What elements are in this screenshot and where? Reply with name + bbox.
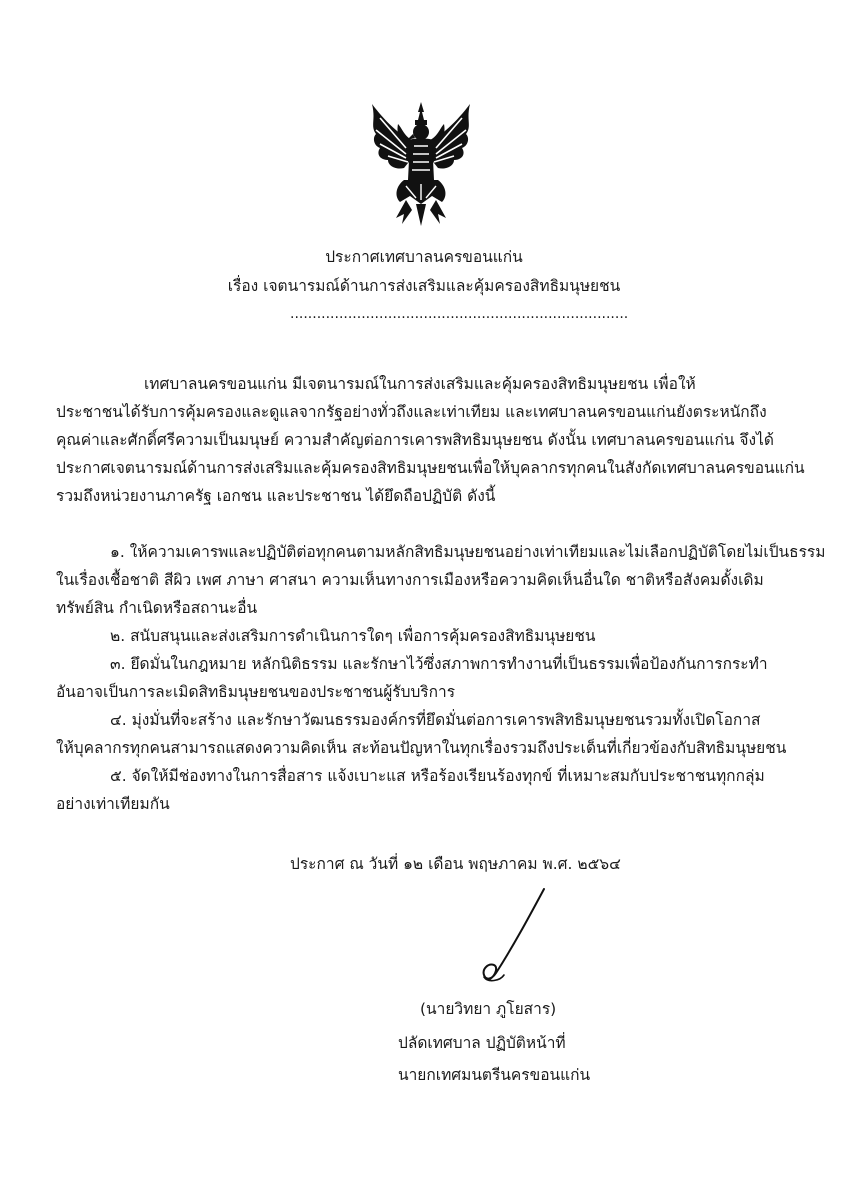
intro-line: รวมถึงหน่วยงานภาครัฐ เอกชน และประชาชน ได้ยึดถือปฏิบัติ ดังนี้ [56,487,496,505]
announcement-subject: เรื่อง เจตนารมณ์ด้านการส่งเสริมและคุ้มครองสิทธิมนุษยชน [227,277,621,295]
signer-name: (นายวิทยา ภูโยสาร) [420,1000,557,1018]
intro-line: ประกาศเจตนารมณ์ด้านการส่งเสริมและคุ้มครองสิทธิมนุษยชนเพื่อให้บุคลากรทุกคนในสังกัดเทศบาลนครขอนแก่น [56,459,805,477]
handwritten-signature [470,885,560,985]
item-5-line: อย่างเท่าเทียมกัน [56,795,170,813]
garuda-emblem-icon [366,100,476,228]
item-1-line: ทรัพย์สิน กำเนิดหรือสถานะอื่น [56,599,258,617]
item-4-line: ให้บุคลากรทุกคนสามารถแสดงความคิดเห็น สะท้อนปัญหาในทุกเรื่องรวมถึงประเด็นที่เกี่ยวข้องกับสิทธิมนุษยชน [56,739,787,757]
intro-line: เทศบาลนครขอนแก่น มีเจตนารมณ์ในการส่งเสริมและคุ้มครองสิทธิมนุษยชน เพื่อให้ [144,375,696,393]
intro-line: คุณค่าและศักดิ์ศรีความเป็นมนุษย์ ความสำคัญต่อการเคารพสิทธิมนุษยชน ดังนั้น เทศบาลนครขอนแก่น จึงได้ [56,431,774,449]
announcement-date: ประกาศ ณ วันที่ ๑๒ เดือน พฤษภาคม พ.ศ. ๒๕๖๔ [290,855,621,873]
item-1-line: ในเรื่องเชื้อชาติ สีผิว เพศ ภาษา ศาสนา ความเห็นทางการเมืองหรือความคิดเห็นอื่นใด ชาติหรือสังคมดั้งเดิม [56,571,764,589]
signer-position: ปลัดเทศบาล ปฏิบัติหน้าที่ [398,1034,566,1052]
divider: ............................................................................ [290,306,629,322]
item-3-line: ๓. ยึดมั่นในกฎหมาย หลักนิติธรรม และรักษาไว้ซึ่งสภาพการทำงานที่เป็นธรรมเพื่อป้องกันการกระทำ [110,655,768,673]
item-5-line: ๕. จัดให้มีช่องทางในการสื่อสาร แจ้งเบาะแส หรือร้องเรียนร้องทุกข์ ที่เหมาะสมกับประชาชนทุกกลุ่ม [110,767,765,785]
signer-position-acting: นายกเทศมนตรีนครขอนแก่น [398,1066,591,1084]
announcement-title: ประกาศเทศบาลนครขอนแก่น [325,248,523,266]
item-1-line: ๑. ให้ความเคารพและปฏิบัติต่อทุกคนตามหลักสิทธิมนุษยชนอย่างเท่าเทียมและไม่เลือกปฏิบัติโดยไม่เป็นธรรม [110,543,826,561]
item-2-line: ๒. สนับสนุนและส่งเสริมการดำเนินการใดๆ เพื่อการคุ้มครองสิทธิมนุษยชน [110,627,596,645]
intro-line: ประชาชนได้รับการคุ้มครองและดูแลจากรัฐอย่างทั่วถึงและเท่าเทียม และเทศบาลนครขอนแก่นยังตระหนักถึง [56,403,767,421]
item-4-line: ๔. มุ่งมั่นที่จะสร้าง และรักษาวัฒนธรรมองค์กรที่ยึดมั่นต่อการเคารพสิทธิมนุษยชนรวมทั้งเปิดโอกาส [110,711,761,729]
item-3-line: อันอาจเป็นการละเมิดสิทธิมนุษยชนของประชาชนผู้รับบริการ [56,683,456,701]
